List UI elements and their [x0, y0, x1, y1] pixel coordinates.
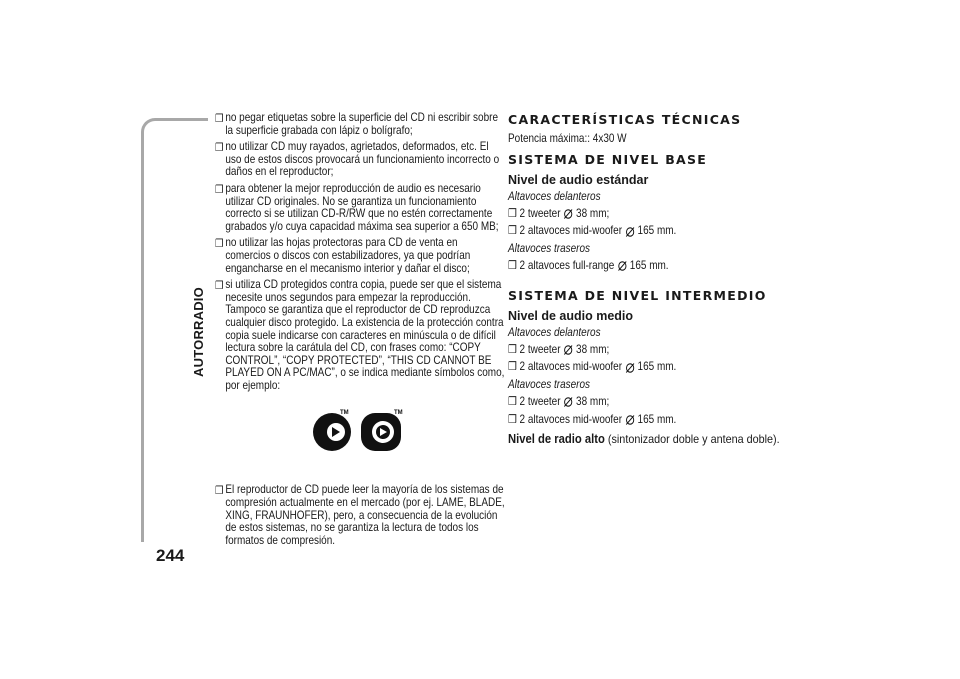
- base-system-heading: SISTEMA DE NIVEL BASE: [508, 151, 708, 167]
- list-item: ❒ si utiliza CD protegidos contra copia, puede ser que el sistema necesite unos segundos para empezar la reproducción. Tampoco se garantiza que el reproductor de CD reproduzca cualquier disco protegido. La existencia de la protección contra copia suele indicarse con caracteres en minúscula o de difícil lectura sobre la carátula del CD, con frases como: “COPY CONTROL”, “COPY PROTECTED”, “THIS CD CANNOT BE PLAYED ON A PC/MAC”, o se indica mediante símbolos como, por ejemplo:: [215, 278, 505, 392]
- list-item: ❒ 2 altavoces mid-woofer 165 mm.: [508, 224, 677, 238]
- checkbox-bullet-icon: ❒: [508, 412, 517, 426]
- mid-front-label: Altavoces delanteros: [508, 325, 601, 339]
- checkbox-bullet-icon: ❒: [215, 113, 224, 125]
- base-level-heading: Nivel de audio estándar: [508, 172, 649, 187]
- list-item: ❒ 2 tweeter 38 mm;: [508, 394, 610, 408]
- checkbox-bullet-icon: ❒: [215, 142, 224, 155]
- specs-heading: CARACTERÍSTICAS TÉCNICAS: [508, 112, 742, 127]
- checkbox-bullet-icon: ❒: [215, 183, 224, 196]
- diameter-icon: [625, 226, 635, 238]
- checkbox-bullet-icon: ❒: [508, 394, 517, 408]
- diameter-icon: [617, 260, 627, 272]
- high-level-line: Nivel de radio alto (sintonizador doble y antena doble).: [508, 431, 780, 446]
- svg-text:TM: TM: [394, 410, 403, 417]
- list-item: ❒ para obtener la mejor reproducción de audio es necesario utilizar CD originales. No se garantiza un funcionamiento correcto si se utilizan CD-R/RW que no estén correctamente grabados y/o cuya capacidad máxima sea superior a 650 MB;: [215, 181, 499, 233]
- list-item: ❒ 2 tweeter 38 mm;: [508, 342, 610, 356]
- checkbox-bullet-icon: ❒: [508, 360, 517, 374]
- checkbox-bullet-icon: ❒: [508, 206, 517, 220]
- copy-protection-logos: [215, 408, 497, 472]
- mid-rear-label: Altavoces traseros: [508, 378, 591, 392]
- copy-protected-logo-icon: [359, 408, 403, 452]
- list-item: ❒ 2 altavoces mid-woofer 165 mm.: [508, 412, 677, 426]
- diameter-icon: [563, 208, 573, 220]
- list-item: ❒ 2 tweeter 38 mm;: [508, 206, 610, 220]
- checkbox-bullet-icon: ❒: [215, 280, 224, 293]
- diameter-icon: [563, 344, 573, 356]
- diameter-icon: [625, 414, 635, 426]
- section-title: AUTORRADIO: [191, 287, 206, 377]
- page-number: 244: [156, 546, 185, 565]
- checkbox-bullet-icon: ❒: [508, 258, 517, 272]
- left-column: [215, 111, 505, 551]
- diameter-icon: [625, 362, 635, 374]
- list-item: ❒ 2 altavoces mid-woofer 165 mm.: [508, 360, 677, 374]
- copy-control-logo-icon: [310, 408, 354, 452]
- list-item: ❒ no pegar etiquetas sobre la superficie del CD ni escribir sobre la superficie grabada con lápiz o bolígrafo;: [215, 111, 498, 137]
- base-front-label: Altavoces delanteros: [508, 189, 601, 203]
- checkbox-bullet-icon: ❒: [215, 238, 224, 251]
- list-item: ❒ no utilizar CD muy rayados, agrietados, deformados, etc. El uso de estos discos provocará un funcionamiento incorrecto o daños en el reproductor;: [215, 140, 500, 179]
- diameter-icon: [563, 396, 573, 408]
- base-rear-label: Altavoces traseros: [508, 242, 591, 256]
- svg-text:TM: TM: [340, 410, 349, 417]
- mid-level-heading: Nivel de audio medio: [508, 308, 634, 323]
- right-column: [508, 112, 780, 446]
- power-text: Potencia máxima:: 4x30 W: [508, 132, 627, 145]
- checkbox-bullet-icon: ❒: [508, 342, 517, 356]
- list-item: ❒ El reproductor de CD puede leer la mayoría de los sistemas de compresión actualmente en el mercado (por ej. LAME, BLADE, XING, FRAUNHOFER), pero, a consecuencia de la evolución de estos sistemas, no se garantiza la lectura de todos los formatos de compresión.: [215, 483, 505, 547]
- list-item: ❒ 2 altavoces full-range 165 mm.: [508, 258, 669, 272]
- checkbox-bullet-icon: ❒: [215, 485, 224, 498]
- mid-system-heading: SISTEMA DE NIVEL INTERMEDIO: [508, 287, 767, 303]
- checkbox-bullet-icon: ❒: [508, 224, 517, 238]
- list-item: ❒ no utilizar las hojas protectoras para CD de venta en comercios o discos con estabilizadores, ya que podrían engancharse en el mecanismo interior y dañar el disco;: [215, 236, 471, 275]
